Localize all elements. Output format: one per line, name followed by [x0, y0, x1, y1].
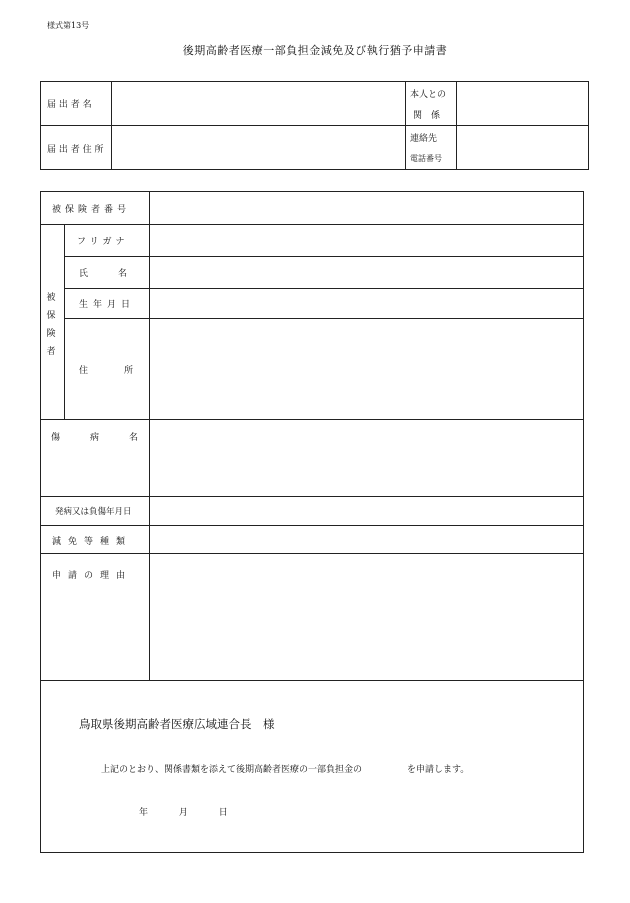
insured-group-char: 者	[46, 347, 56, 357]
phone-number-field[interactable]	[457, 126, 588, 169]
date-row	[139, 805, 256, 818]
insured-group-column-divider	[64, 224, 65, 420]
reason-label: 申請の理由	[52, 571, 133, 581]
address-label: 住 所	[79, 366, 140, 376]
birthdate-label: 生年月日	[79, 300, 136, 310]
reason-field[interactable]	[150, 554, 583, 679]
furigana-field[interactable]	[150, 225, 583, 255]
relationship-label-line1: 本人との	[410, 90, 447, 100]
insured-group-char: 被	[46, 293, 56, 303]
relationship-label-line2: 関 係	[413, 111, 441, 121]
applicant-relation-divider	[405, 81, 406, 170]
date-month-label: 月	[178, 808, 188, 818]
applicant-name-field[interactable]	[112, 82, 404, 124]
name-label: 氏 名	[79, 269, 132, 279]
illness-label: 傷 病 名	[51, 433, 143, 443]
illness-field[interactable]	[150, 420, 583, 495]
insured-number-field[interactable]	[150, 192, 583, 223]
applicant-name-label: 届 出 者 名	[47, 100, 92, 110]
form-number: 様式第13号	[47, 21, 90, 30]
addressee: 鳥取県後期高齢者医療広域連合長 様	[79, 717, 275, 731]
date-day-label: 日	[218, 808, 228, 818]
address-field[interactable]	[150, 319, 583, 418]
onset-date-label: 発病又は負傷年月日	[55, 507, 132, 517]
relationship-field[interactable]	[457, 82, 588, 124]
furigana-label: フリガナ	[77, 237, 129, 247]
applicant-address-label: 届 出 者 住 所	[47, 145, 104, 155]
application-statement: 上記のとおり、関係書類を添えて後期高齢者医療の一部負担金の を申請します。	[101, 765, 470, 775]
date-year-label: 年	[139, 808, 149, 818]
insured-group-char: 保	[46, 311, 56, 321]
name-field[interactable]	[150, 257, 583, 287]
reduction-type-label: 減免等種類	[52, 537, 133, 547]
insured-number-label: 被保険者番号	[52, 205, 131, 215]
contact-label-line2: 電話番号	[410, 154, 442, 163]
insured-group-char: 険	[46, 329, 56, 339]
contact-label-line1: 連絡先	[410, 134, 438, 144]
row-divider	[40, 680, 584, 681]
applicant-address-field[interactable]	[112, 126, 404, 169]
birthdate-field[interactable]	[150, 289, 583, 317]
onset-date-field[interactable]	[150, 497, 583, 524]
page-title: 後期高齢者医療一部負担金減免及び執行猶予申請書	[182, 44, 448, 57]
reduction-type-field[interactable]	[150, 526, 583, 552]
